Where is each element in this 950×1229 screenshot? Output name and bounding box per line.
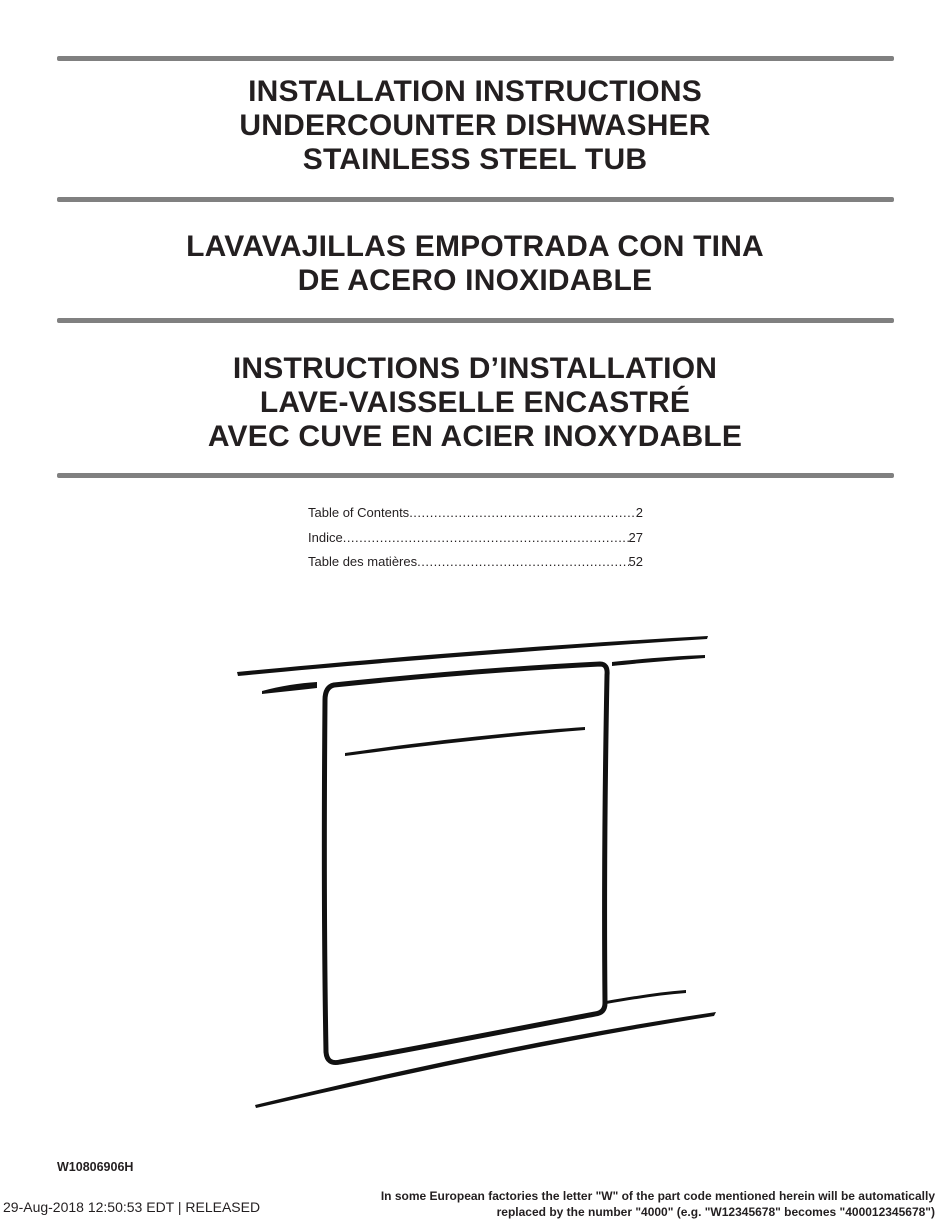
toc-entry[interactable] bbox=[308, 554, 643, 579]
factory-note-line: replaced by the number "4000" (e.g. "W12345678" becomes "400012345678") bbox=[496, 1204, 935, 1219]
factory-note-line: In some European factories the letter "W" of the part code mentioned herein will be automatically bbox=[380, 1189, 935, 1203]
toc-leader bbox=[409, 505, 636, 520]
bottom-rule bbox=[57, 473, 894, 478]
spanish-title bbox=[0, 230, 950, 298]
toc-leader bbox=[417, 554, 628, 569]
divider-rule bbox=[57, 197, 894, 202]
toc-entry[interactable] bbox=[308, 505, 643, 530]
toc-label: Table des matières bbox=[308, 554, 418, 569]
toc-label: Table of Contents bbox=[308, 505, 410, 520]
part-code: W10806906H bbox=[57, 1160, 134, 1174]
toc-label: Indice bbox=[308, 529, 343, 545]
toc-page-number: 52 bbox=[628, 554, 643, 569]
toc-page-number: 27 bbox=[628, 529, 643, 545]
title-line: UNDERCOUNTER DISHWASHER bbox=[239, 109, 711, 142]
title-line: DE ACERO INOXIDABLE bbox=[297, 264, 653, 297]
title-line: INSTALLATION INSTRUCTIONS bbox=[248, 75, 702, 108]
dishwasher-line-drawing-icon bbox=[230, 630, 720, 1110]
toc-leader bbox=[343, 530, 629, 545]
title-line: STAINLESS STEEL TUB bbox=[302, 143, 648, 176]
title-line: LAVAVAJILLAS EMPOTRADA CON TINA bbox=[186, 230, 764, 263]
divider-rule bbox=[57, 318, 894, 323]
toc-entry[interactable] bbox=[308, 530, 643, 555]
factory-note bbox=[335, 1189, 935, 1220]
english-title bbox=[0, 75, 950, 177]
release-stamp: 29-Aug-2018 12:50:53 EDT | RELEASED bbox=[3, 1199, 261, 1215]
title-line: LAVE-VAISSELLE ENCASTRÉ bbox=[259, 386, 691, 419]
title-line: INSTRUCTIONS D’INSTALLATION bbox=[232, 352, 718, 385]
title-line: AVEC CUVE EN ACIER INOXYDABLE bbox=[207, 420, 743, 453]
toc-page-number: 2 bbox=[635, 505, 643, 520]
table-of-contents bbox=[308, 505, 643, 579]
top-rule bbox=[57, 56, 894, 61]
french-title bbox=[0, 352, 950, 454]
